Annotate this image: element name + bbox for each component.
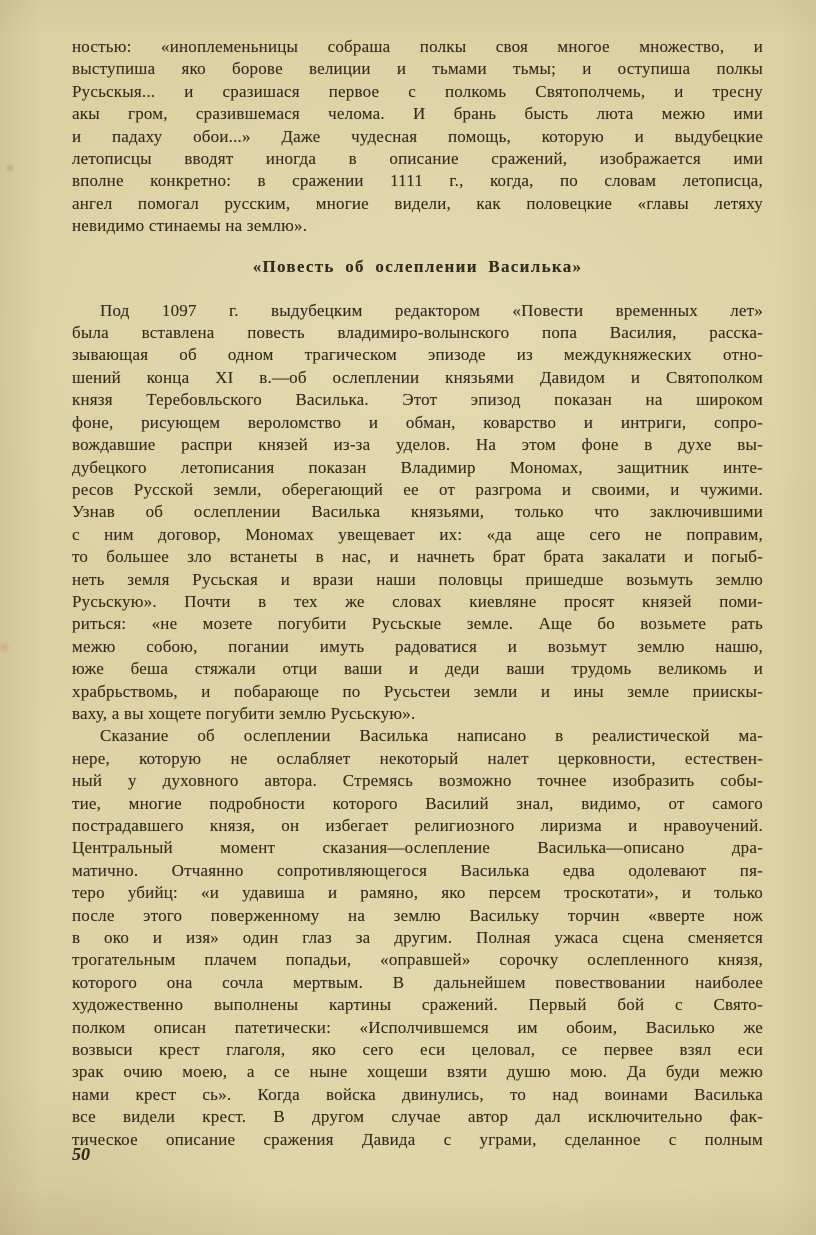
text-line: межю собою, погании имуть радоватися и возьмут землю нашю,: [72, 636, 763, 656]
text-line: трогательным плачем попадьи, «оправшей» сорочку ослепленного князя,: [72, 950, 763, 970]
text-line: нере, которую не ослабляет некоторый налет церковности, естествен-: [72, 748, 763, 768]
text-line: была вставлена повесть владимиро-волынского попа Василия, расска-: [72, 323, 763, 343]
text-line: Сказание об ослеплении Василька написано в реалистической ма-: [100, 726, 763, 746]
text-line: фоне, рисующем вероломство и обман, коварство и интриги, сопро-: [72, 412, 763, 432]
text-line: зывающая об одном трагическом эпизоде из междукняжеских отно-: [72, 345, 763, 365]
text-line: акы гром, сразившемася челома. И брань бысть люта межю ими: [72, 104, 763, 124]
text-line: Центральный момент сказания—ослепление Василька—описано дра-: [72, 838, 763, 858]
text-line: Узнав об ослеплении Василька князьями, только что заключившими: [72, 502, 763, 522]
text-line: нами крест сь». Когда войска двинулись, то над воинами Василька: [72, 1084, 763, 1104]
text-line: невидимо стинаемы на землю».: [72, 216, 308, 236]
text-line: возвыси крест глаголя, яко сего еси целовал, се первее взял еси: [72, 1040, 763, 1060]
text-line: храбрьствомь, и побарающе по Русьстеи земли и ины земле приискы-: [72, 681, 763, 701]
section-heading: «Повесть об ослеплении Василька»: [252, 256, 583, 276]
text-line: все видели крест. В другом случае автор дал исключительно фак-: [72, 1107, 763, 1127]
text-line: выступиша яко борове велиции и тьмами тьмы; и оступиша полкы: [72, 59, 763, 79]
text-line: риться: «не мозете погубити Русьскые земле. Аще бо возьмете рать: [72, 614, 763, 634]
text-line: которого она сочла мертвым. В дальнейшем повествовании наиболее: [72, 972, 763, 992]
text-line: летописцы вводят иногда в описание сражений, изображается ими: [72, 149, 763, 169]
text-line: художественно выполнены картины сражений. Первый бой с Свято-: [72, 995, 763, 1015]
text-line: ваху, а вы хощете погубити землю Русьскую».: [72, 703, 416, 723]
text-line: ангел помогал русским, многие видели, как половецкие «главы летяху: [72, 193, 763, 213]
text-line: теро убийц: «и удавиша и рамяно, яко персем троскотати», и только: [72, 883, 763, 903]
body-paragraph: [72, 725, 763, 1151]
text-line: матично. Отчаянно сопротивляющегося Василька едва одолевают пя-: [72, 860, 763, 880]
text-line: ностью: «иноплеменьницы собраша полкы своя многое множество, и: [72, 37, 763, 56]
text-line: полком описан патетически: «Исполчившемся им обоим, Василько же: [72, 1017, 763, 1037]
text-line: неть земля Русьская и врази наши половцы пришедше возьмуть землю: [72, 569, 763, 589]
text-line: Под 1097 г. выдубецким редактором «Повести временных лет»: [100, 300, 763, 320]
text-line: пострадавшего князя, он избегает религиозного лиризма и нравоучений.: [72, 816, 763, 835]
body-paragraph-continued: [72, 36, 763, 238]
text-line: ный у духовного автора. Стремясь возможно точнее изобразить собы-: [72, 771, 763, 791]
page-text-block: [72, 36, 763, 1151]
text-line: вполне конкретно: в сражении 1111 г., когда, по словам летописца,: [72, 171, 763, 191]
page-number: 50: [72, 1144, 90, 1164]
text-line: ресов Русской земли, оберегающий ее от разгрома и своими, и чужими.: [72, 479, 763, 499]
text-line: юже беша стяжали отци ваши и деди ваши трудомь великомь и: [72, 659, 763, 679]
text-line: зрак очию моею, а се ныне хощеши взяти душю мою. Да буди межю: [72, 1062, 763, 1082]
text-line: Русьскыя... и сразишася первое с полкомь Святополчемь, и тресну: [72, 81, 763, 101]
text-line: тие, многие подробности которого Василий знал, видимо, от самого: [72, 793, 763, 813]
text-line: с ним договор, Мономах увещевает их: «да аще сего не поправим,: [72, 524, 763, 544]
text-line: в око и изя» один глаз за другим. Полная ужаса сцена сменяется: [72, 928, 763, 948]
text-line: шений конца XI в.—об ослеплении князьями Давидом и Святополком: [72, 367, 763, 387]
text-line: тическое описание сражения Давида с уграми, сделанное с полным: [72, 1129, 763, 1149]
text-line: вождавшие распри князей из-за уделов. На этом фоне в духе вы-: [72, 435, 763, 455]
text-line: после этого поверженному на землю Васильку торчин «вверте нож: [72, 905, 763, 925]
text-line: князя Теребовльского Василька. Этот эпизод показан на широком: [72, 390, 763, 410]
text-line: то большее зло встанеты в нас, и начнеть брат брата закалати и погыб-: [72, 547, 763, 567]
text-line: и падаху обои...» Даже чудесная помощь, которую и выдубецкие: [72, 126, 763, 146]
text-line: дубецкого летописания показан Владимир Мономах, защитник инте-: [72, 457, 763, 477]
text-line: Русьскую». Почти в тех же словах киевляне просят князей поми-: [72, 591, 763, 611]
body-paragraph: [72, 300, 763, 726]
